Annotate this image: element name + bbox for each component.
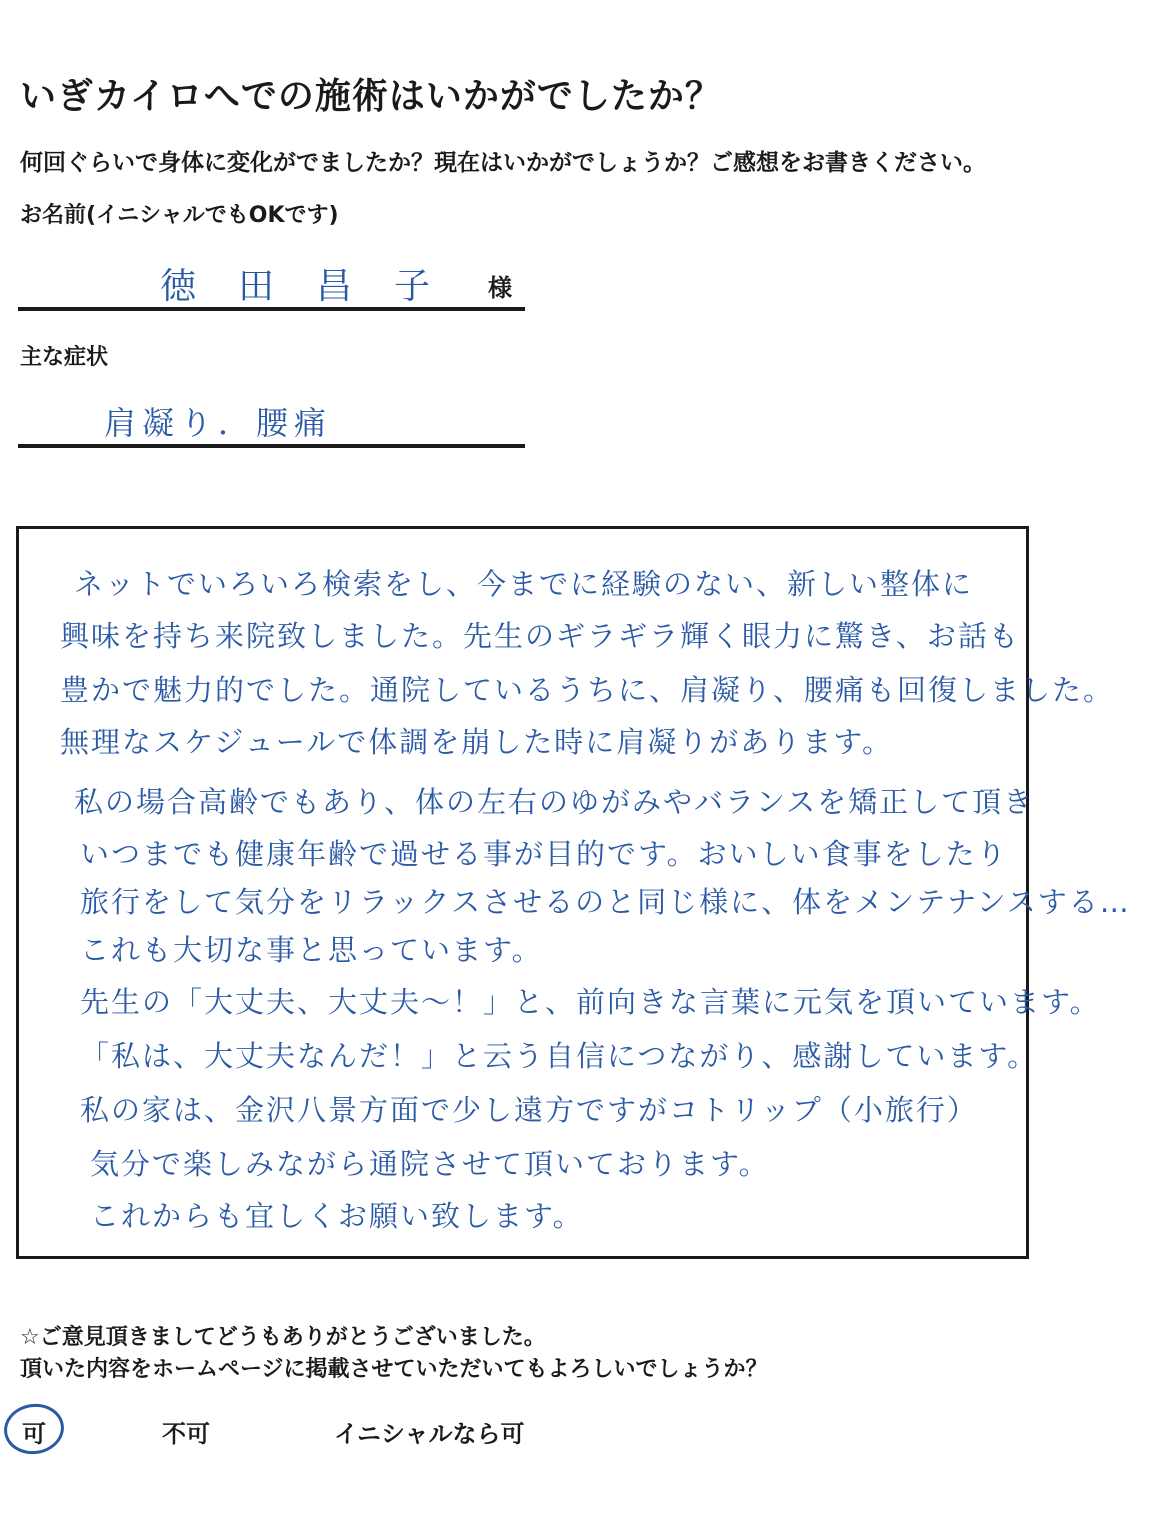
comment-line: いつまでも健康年齢で過せる事が目的です。おいしい食事をしたり — [80, 837, 1008, 871]
comment-line: 無理なスケジュールで体調を崩した時に肩凝りがあります。 — [60, 725, 893, 759]
comment-line: 興味を持ち来院致しました。先生のギラギラ輝く眼力に驚き、お話も — [60, 619, 1020, 653]
comment-line: ネットでいろいろ検索をし、今までに経験のない、新しい整体に — [74, 567, 974, 601]
comment-line: 豊かで魅力的でした。通院しているうちに、肩凝り、腰痛も回復しました。 — [60, 673, 1115, 707]
name-value: 徳田昌子 — [160, 266, 473, 307]
option-yes[interactable]: 可 — [22, 1420, 46, 1448]
comment-line: これからも宜しくお願い致します。 — [90, 1199, 584, 1233]
honorific-label: 様 — [488, 274, 512, 302]
symptom-underline — [18, 444, 525, 448]
comment-line: 気分で楽しみながら通院させて頂いております。 — [90, 1147, 770, 1181]
form-title: いぎカイロへでの施術はいかがでしたか？ — [20, 76, 722, 117]
comment-line: 私の場合高齢でもあり、体の左右のゆがみやバランスを矯正して頂き — [74, 785, 1035, 819]
comment-line: 私の家は、金沢八景方面で少し遠方ですがコトリップ（小旅行） — [80, 1093, 978, 1127]
name-label: お名前(イニシャルでもOKです) — [20, 203, 339, 228]
option-no[interactable]: 不可 — [162, 1420, 210, 1448]
symptom-label: 主な症状 — [20, 345, 109, 370]
symptom-value: 肩凝り．腰痛 — [104, 404, 333, 442]
comment-line: これも大切な事と思っています。 — [80, 933, 543, 967]
form-question: 何回ぐらいで身体に変化がでましたか？現在はいかがでしょうか？ご感想をお書きください。 — [20, 150, 986, 176]
comment-line: 「私は、大丈夫なんだ！」と云う自信につながり、感謝しています。 — [80, 1039, 1039, 1073]
thanks-note: ☆ご意見頂きましてどうもありがとうございました。 — [20, 1325, 546, 1350]
comment-line: 先生の「大丈夫、大丈夫〜！」と、前向きな言葉に元気を頂いています。 — [80, 985, 1101, 1019]
name-underline — [18, 307, 525, 311]
option-initials-only[interactable]: イニシャルなら可 — [334, 1420, 525, 1448]
comment-line: 旅行をして気分をリラックスさせるのと同じ様に、体をメンテナンスする… — [80, 885, 1131, 919]
permission-question: 頂いた内容をホームページに掲載させていただいてもよろしいでしょうか？ — [20, 1357, 768, 1382]
